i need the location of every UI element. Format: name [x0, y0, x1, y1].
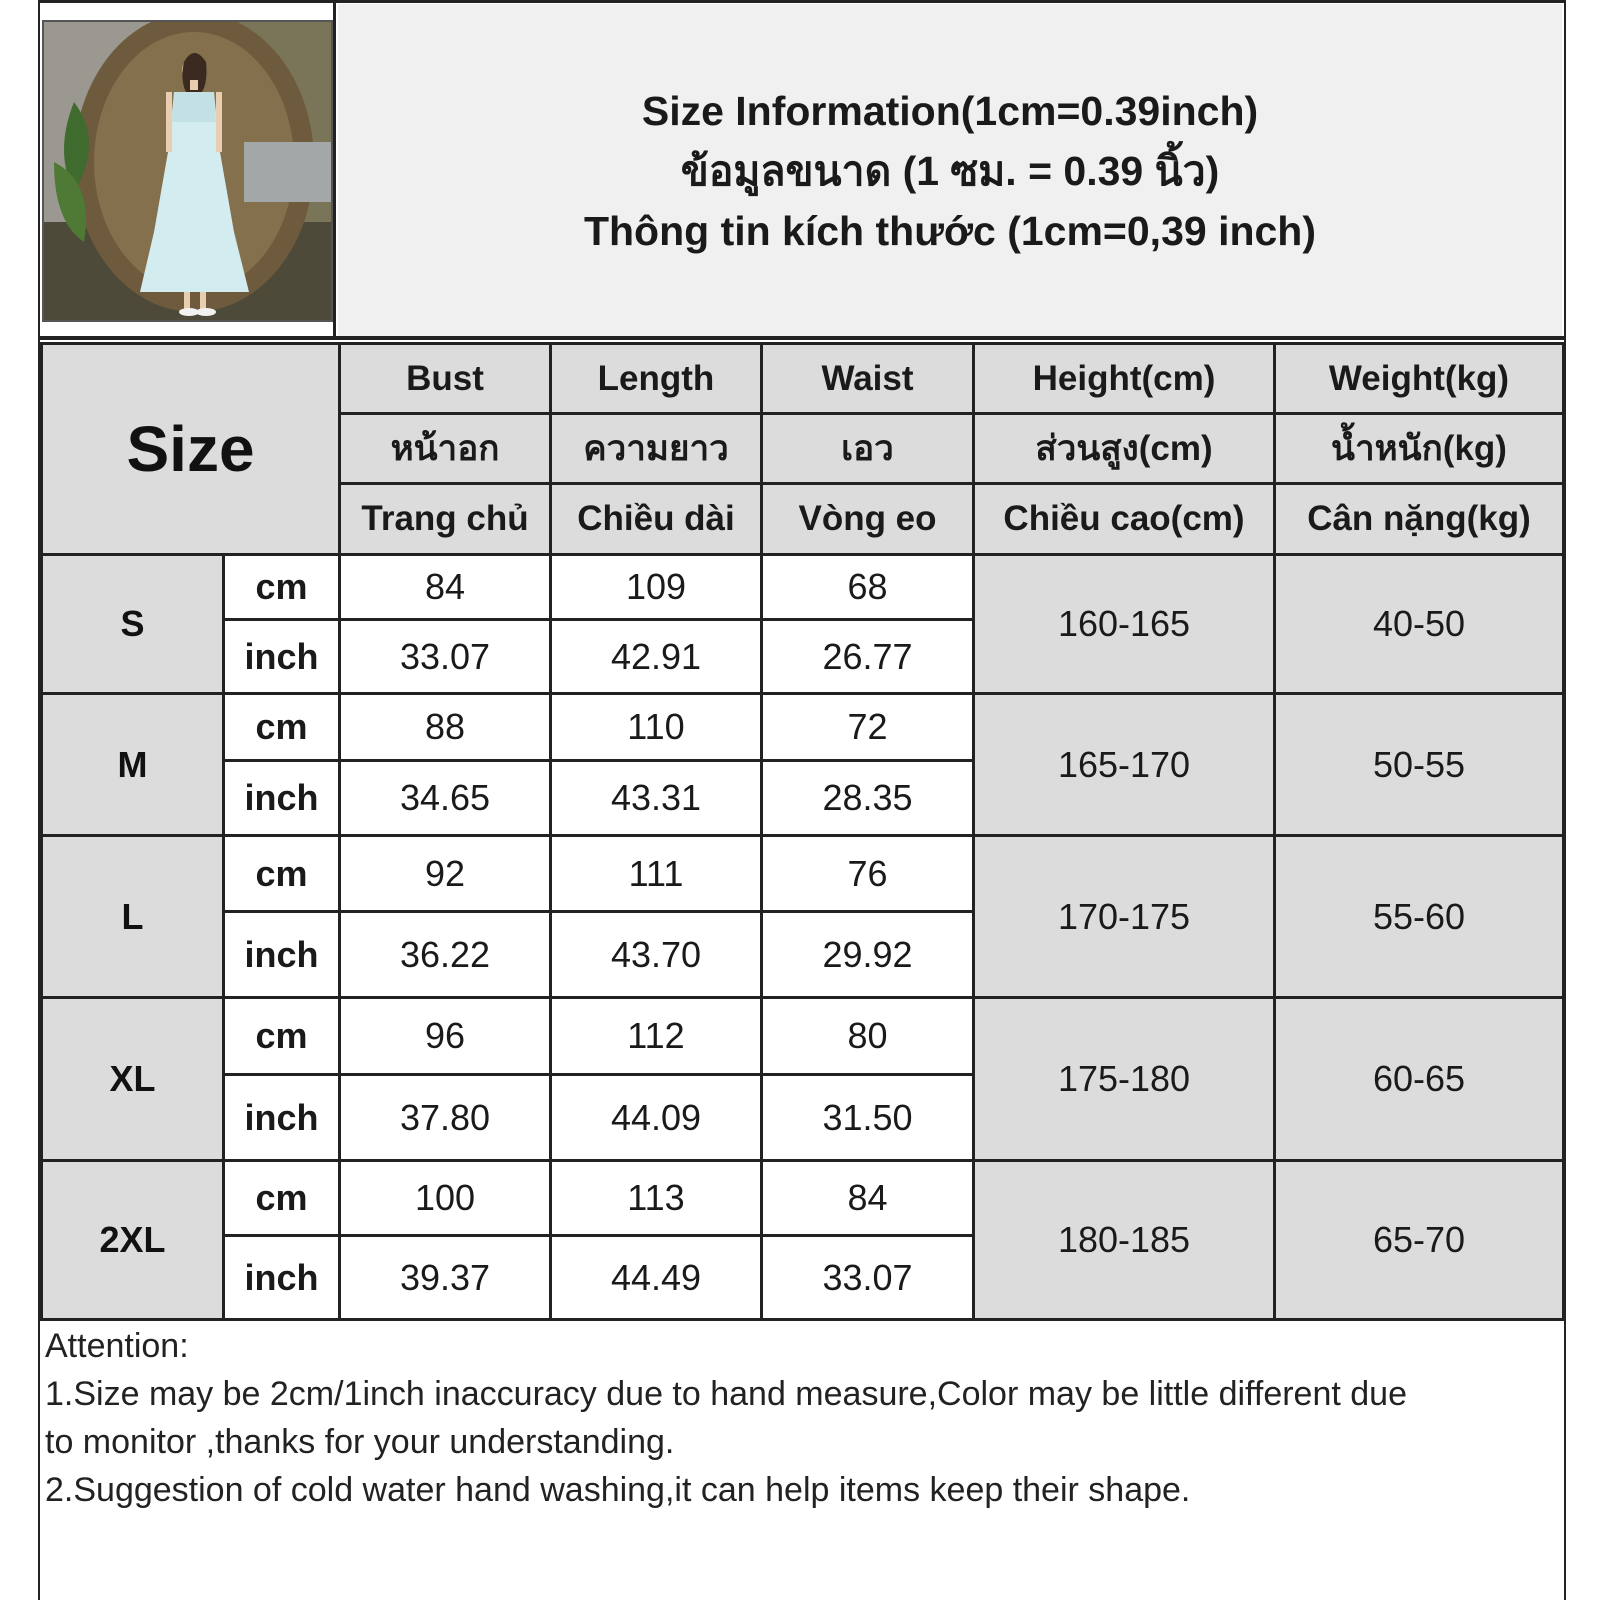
unit-inch-label: inch [225, 1076, 338, 1159]
column-header-1-en: Bust [341, 345, 549, 412]
column-header-3-vi: Vòng eo [763, 485, 972, 553]
weight-range-2XL: 65-70 [1276, 1162, 1562, 1318]
size-label-S: S [43, 556, 222, 692]
value-cm-S-2: 109 [552, 556, 760, 618]
unit-cm-label: cm [225, 837, 338, 910]
value-cm-L-3: 76 [763, 837, 972, 910]
value-cm-2XL-2: 113 [552, 1162, 760, 1234]
title-thai: ข้อมูลขนาด (1 ซม. = 0.39 นิ้ว) [680, 148, 1220, 194]
notes-heading: Attention: [45, 1327, 189, 1365]
column-header-1-th: หน้าอก [341, 415, 549, 482]
notes-line-1: 1.Size may be 2cm/1inch inaccuracy due to hand measure,Color may be little different due [45, 1375, 1407, 1413]
value-inch-S-1: 33.07 [341, 621, 549, 692]
column-header-2-en: Length [552, 345, 760, 412]
column-header-3-en: Waist [763, 345, 972, 412]
column-header-5-vi: Cân nặng(kg) [1276, 485, 1562, 553]
value-cm-XL-1: 96 [341, 999, 549, 1073]
column-header-4-en: Height(cm) [975, 345, 1273, 412]
column-header-2-th: ความยาว [552, 415, 760, 482]
value-cm-2XL-3: 84 [763, 1162, 972, 1234]
value-inch-M-2: 43.31 [552, 762, 760, 834]
value-cm-XL-3: 80 [763, 999, 972, 1073]
notes-border [38, 1318, 1566, 1321]
dress-model-image [44, 22, 333, 322]
column-header-3-th: เอว [763, 415, 972, 482]
header-border [38, 336, 1566, 340]
unit-inch-label: inch [225, 621, 338, 692]
value-inch-L-2: 43.70 [552, 913, 760, 996]
value-inch-XL-1: 37.80 [341, 1076, 549, 1159]
column-header-2-vi: Chiều dài [552, 485, 760, 553]
weight-range-L: 55-60 [1276, 837, 1562, 996]
weight-range-M: 50-55 [1276, 695, 1562, 834]
value-inch-XL-3: 31.50 [763, 1076, 972, 1159]
value-inch-S-3: 26.77 [763, 621, 972, 692]
value-cm-M-3: 72 [763, 695, 972, 759]
unit-inch-label: inch [225, 762, 338, 834]
value-cm-XL-2: 112 [552, 999, 760, 1073]
unit-cm-label: cm [225, 695, 338, 759]
height-range-L: 170-175 [975, 837, 1273, 996]
value-inch-S-2: 42.91 [552, 621, 760, 692]
unit-cm-label: cm [225, 556, 338, 618]
unit-cm-label: cm [225, 1162, 338, 1234]
column-header-4-th: ส่วนสูง(cm) [975, 415, 1273, 482]
value-cm-S-1: 84 [341, 556, 549, 618]
height-range-2XL: 180-185 [975, 1162, 1273, 1318]
value-inch-M-3: 28.35 [763, 762, 972, 834]
unit-inch-label: inch [225, 913, 338, 996]
value-inch-XL-2: 44.09 [552, 1076, 760, 1159]
value-inch-2XL-3: 33.07 [763, 1237, 972, 1318]
height-range-S: 160-165 [975, 556, 1273, 692]
column-header-1-vi: Trang chủ [341, 485, 549, 553]
value-inch-L-3: 29.92 [763, 913, 972, 996]
title-vietnamese: Thông tin kích thước (1cm=0,39 inch) [583, 208, 1317, 254]
value-cm-M-2: 110 [552, 695, 760, 759]
unit-cm-label: cm [225, 999, 338, 1073]
value-cm-2XL-1: 100 [341, 1162, 549, 1234]
size-label-L: L [43, 837, 222, 996]
title-english: Size Information(1cm=0.39inch) [641, 88, 1259, 134]
value-inch-M-1: 34.65 [341, 762, 549, 834]
photo-divider [333, 0, 336, 336]
unit-inch-label: inch [225, 1237, 338, 1318]
value-cm-S-3: 68 [763, 556, 972, 618]
size-label-XL: XL [43, 999, 222, 1159]
weight-range-XL: 60-65 [1276, 999, 1562, 1159]
top-border [38, 0, 1566, 3]
attention-notes [45, 1322, 1555, 1514]
height-range-M: 165-170 [975, 695, 1273, 834]
size-label-M: M [43, 695, 222, 834]
value-cm-L-2: 111 [552, 837, 760, 910]
column-header-5-th: น้ำหนัก(kg) [1276, 415, 1562, 482]
value-inch-2XL-1: 39.37 [341, 1237, 549, 1318]
notes-line-2: to monitor ,thanks for your understanding. [45, 1423, 675, 1461]
column-header-5-en: Weight(kg) [1276, 345, 1562, 412]
size-header: Size [43, 345, 338, 553]
value-cm-M-1: 88 [341, 695, 549, 759]
height-range-XL: 175-180 [975, 999, 1273, 1159]
value-cm-L-1: 92 [341, 837, 549, 910]
title-block [338, 4, 1562, 338]
value-inch-2XL-2: 44.49 [552, 1237, 760, 1318]
column-header-4-vi: Chiều cao(cm) [975, 485, 1273, 553]
notes-line-3: 2.Suggestion of cold water hand washing,it can help items keep their shape. [45, 1471, 1191, 1509]
weight-range-S: 40-50 [1276, 556, 1562, 692]
value-inch-L-1: 36.22 [341, 913, 549, 996]
product-photo [42, 20, 333, 322]
size-label-2XL: 2XL [43, 1162, 222, 1318]
